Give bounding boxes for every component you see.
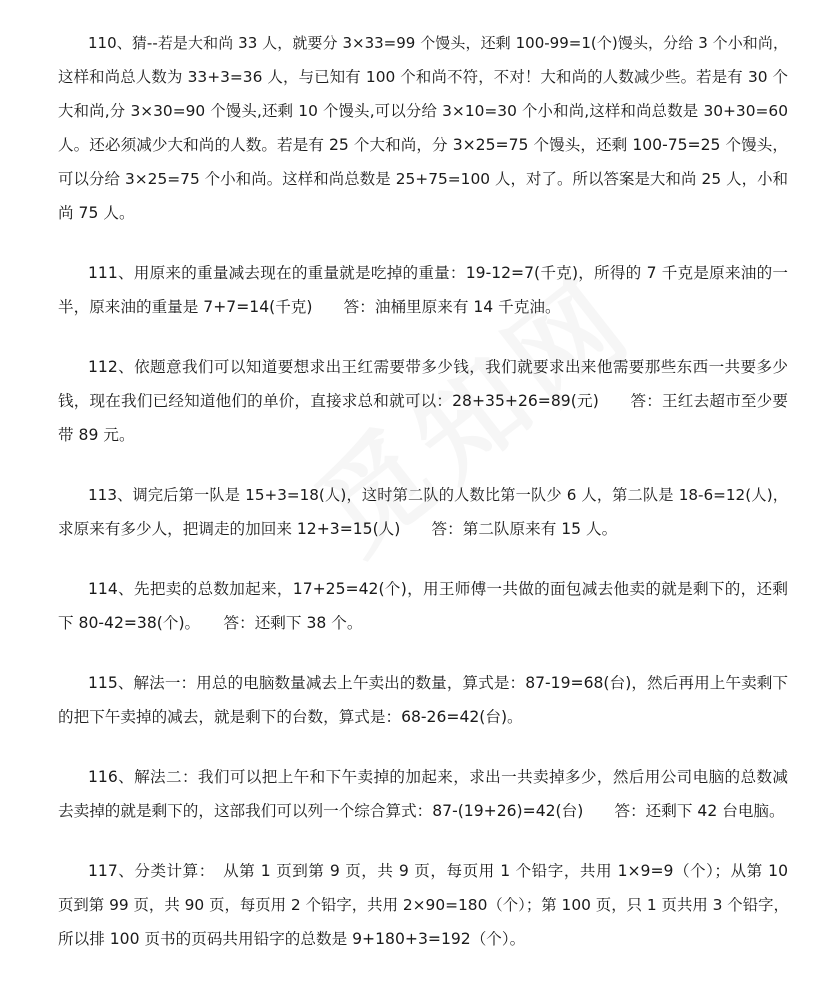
- text-line: 带 89 元。: [58, 426, 135, 444]
- text-line: 114、先把卖的总数加起来，17+25=42(个)，用王师傅一共做的面包减去他卖的就是剩下的，还剩: [88, 580, 788, 598]
- text-line: 求原来有多少人，把调走的加回来 12+3=15(人) 答：第二队原来有 15 人。: [58, 520, 618, 538]
- problem-110: [58, 26, 788, 230]
- text-line: 115、解法一：用总的电脑数量减去上午卖出的数量，算式是：87-19=68(台)，然后再用上午卖剩下: [88, 674, 788, 692]
- problem-114: [58, 572, 788, 640]
- document-body: [58, 26, 788, 982]
- problem-116: [58, 760, 788, 828]
- text-line: 去卖掉的就是剩下的，这部我们可以列一个综合算式：87-(19+26)=42(台) 答：还剩下 42 台电脑。: [58, 802, 785, 820]
- text-line: 的把下午卖掉的减去，就是剩下的台数，算式是：68-26=42(台)。: [58, 708, 523, 726]
- text-line: 大和尚,分 3×30=90 个馒头,还剩 10 个馒头,可以分给 3×10=30 个小和尚,这样和尚总数是 30+30=60: [58, 102, 788, 120]
- text-line: 下 80-42=38(个)。 答：还剩下 38 个。: [58, 614, 363, 632]
- text-line: 可以分给 3×25=75 个小和尚。这样和尚总数是 25+75=100 人，对了。所以答案是大和尚 25 人，小和: [58, 170, 788, 188]
- text-line: 尚 75 人。: [58, 204, 135, 222]
- text-line: 117、分类计算： 从第 1 页到第 9 页，共 9 页，每页用 1 个铅字，共用 1×9=9（个）；从第 10: [88, 862, 788, 880]
- problem-117: [58, 854, 788, 956]
- text-line: 111、用原来的重量减去现在的重量就是吃掉的重量：19-12=7(千克)，所得的 7 千克是原来油的一: [88, 264, 788, 282]
- text-line: 113、调完后第一队是 15+3=18(人)，这时第二队的人数比第一队少 6 人，第二队是 18-6=12(人)，: [88, 486, 788, 504]
- problem-115: [58, 666, 788, 734]
- problem-113: [58, 478, 788, 546]
- text-line: 116、解法二：我们可以把上午和下午卖掉的加起来，求出一共卖掉多少，然后用公司电脑的总数减: [88, 768, 788, 786]
- problem-112: [58, 350, 788, 452]
- problem-111: [58, 256, 788, 324]
- text-line: 112、依题意我们可以知道要想求出王红需要带多少钱，我们就要求出来他需要那些东西一共要多少: [88, 358, 788, 376]
- text-line: 110、猜--若是大和尚 33 人，就要分 3×33=99 个馒头，还剩 100-99=1(个)馒头，分给 3 个小和尚，: [88, 34, 788, 52]
- text-line: 半，原来油的重量是 7+7=14(千克) 答：油桶里原来有 14 千克油。: [58, 298, 561, 316]
- text-line: 所以排 100 页书的页码共用铅字的总数是 9+180+3=192（个）。: [58, 930, 526, 948]
- text-line: 钱，现在我们已经知道他们的单价，直接求总和就可以：28+35+26=89(元) 答：王红去超市至少要: [58, 392, 788, 410]
- text-line: 这样和尚总人数为 33+3=36 人，与已知有 100 个和尚不符，不对！大和尚的人数减少些。若是有 30 个: [58, 68, 788, 86]
- text-line: 人。还必须减少大和尚的人数。若是有 25 个大和尚，分 3×25=75 个馒头，还剩 100-75=25 个馒头，: [58, 136, 788, 154]
- text-line: 页到第 99 页，共 90 页，每页用 2 个铅字，共用 2×90=180（个）；第 100 页，只 1 页共用 3 个铅字，: [58, 896, 789, 914]
